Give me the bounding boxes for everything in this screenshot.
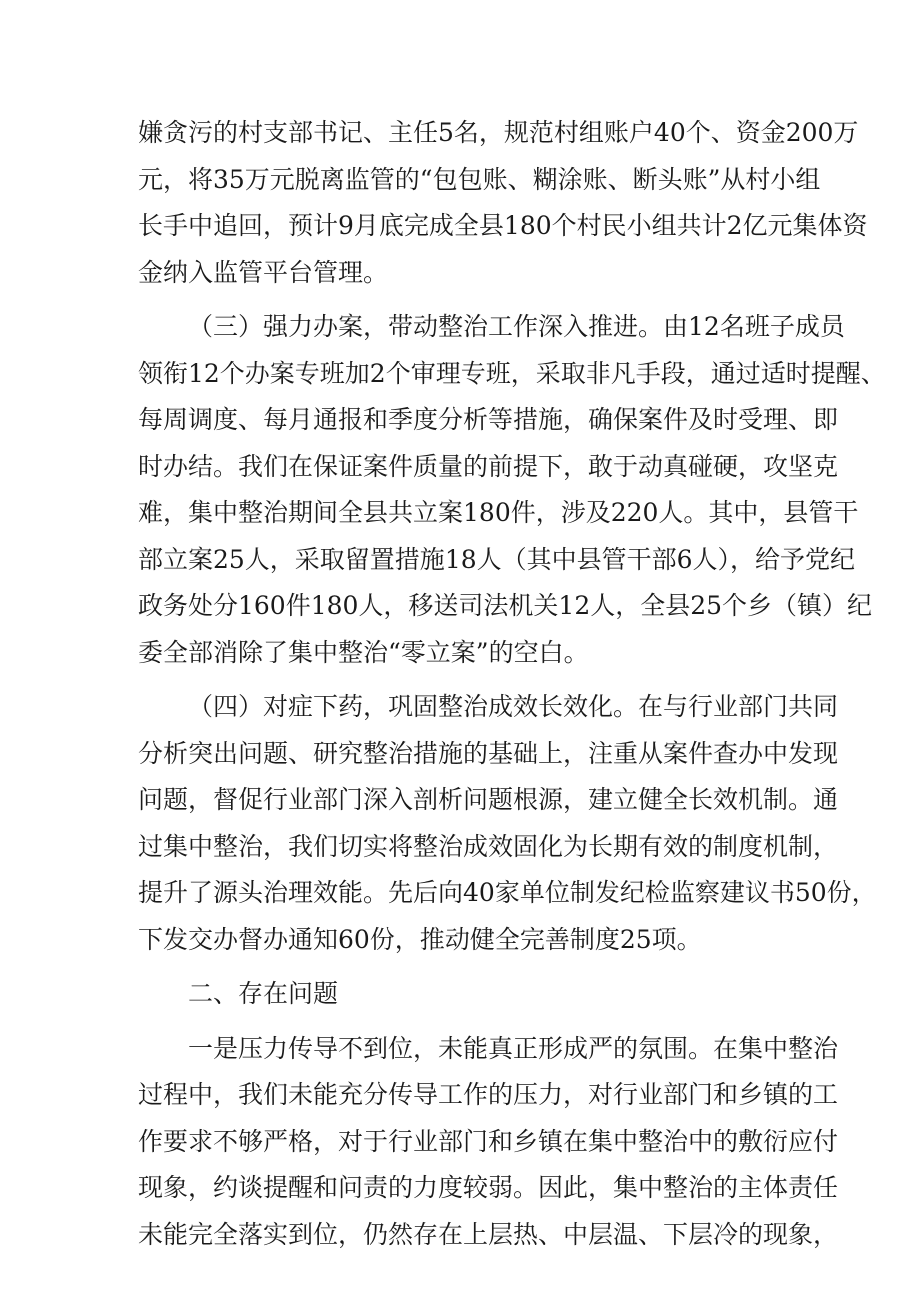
text-line: 领衔12个办案专班加2个审理专班，采取非凡手段，通过适时提醒、 (138, 358, 886, 388)
text-line: 过程中，我们未能充分传导工作的压力，对行业部门和乡镇的工 (138, 1080, 839, 1109)
paragraph-section-four (138, 684, 877, 963)
text-line: 时办结。我们在保证案件质量的前提下，敢于动真碰硬，攻坚克 (138, 451, 839, 481)
text-line: 作要求不够严格，对于行业部门和乡镇在集中整治中的敷衍应付 (138, 1126, 839, 1156)
paragraph-problem-one (138, 1026, 839, 1259)
text-line: 提升了源头治理效能。先后向40家单位制发纪检监察建议书50份， (138, 878, 877, 907)
text-line: 委全部消除了集中整治“零立案”的空白。 (138, 637, 589, 667)
text-line: （三）强力办案，带动整治工作深入推进。由12名班子成员 (188, 312, 845, 341)
text-line: 难，集中整治期间全县共立案180件，涉及220人。其中，县管干 (138, 498, 859, 527)
text-line: 未能完全落实到位，仍然存在上层热、中层温、下层冷的现象， (138, 1219, 839, 1249)
text-line: 现象，约谈提醒和问责的力度较弱。因此，集中整治的主体责任 (138, 1173, 839, 1202)
document-body (138, 110, 886, 1258)
text-line: 金纳入监管平台管理。 (138, 257, 389, 287)
text-line: 一是压力传导不到位，未能真正形成严的氛围。在集中整治 (188, 1033, 839, 1063)
text-line: 分析突出问题、研究整治措施的基础上，注重从案件查办中发现 (138, 738, 839, 768)
text-line: 下发交办督办通知60份，推动健全完善制度25项。 (138, 924, 702, 954)
section-heading-two (138, 971, 794, 1018)
section-heading-text: 二、存在问题 (188, 979, 339, 1008)
text-line: 嫌贪污的村支部书记、主任5名，规范村组账户40个、资金200万 (138, 118, 859, 147)
text-line: 元，将35万元脱离监管的“包包账、糊涂账、断头账”从村小组 (138, 164, 821, 194)
text-line: 问题，督促行业部门深入剖析问题根源，建立健全长效机制。通 (138, 785, 839, 814)
paragraph-continued (138, 110, 868, 296)
text-line: 每周调度、每月通报和季度分析等措施，确保案件及时受理、即 (138, 405, 839, 434)
text-line: 长手中追回，预计9月底完成全县180个村民小组共计2亿元集体资 (138, 211, 868, 240)
text-line: 过集中整治，我们切实将整治成效固化为长期有效的制度机制， (138, 831, 839, 861)
text-line: 部立案25人，采取留置措施18人（其中县管干部6人），给予党纪 (138, 544, 856, 574)
paragraph-section-three (138, 304, 886, 676)
text-line: 政务处分160件180人，移送司法机关12人，全县25个乡（镇）纪 (138, 591, 873, 620)
text-line: （四）对症下药，巩固整治成效长效化。在与行业部门共同 (188, 692, 839, 721)
